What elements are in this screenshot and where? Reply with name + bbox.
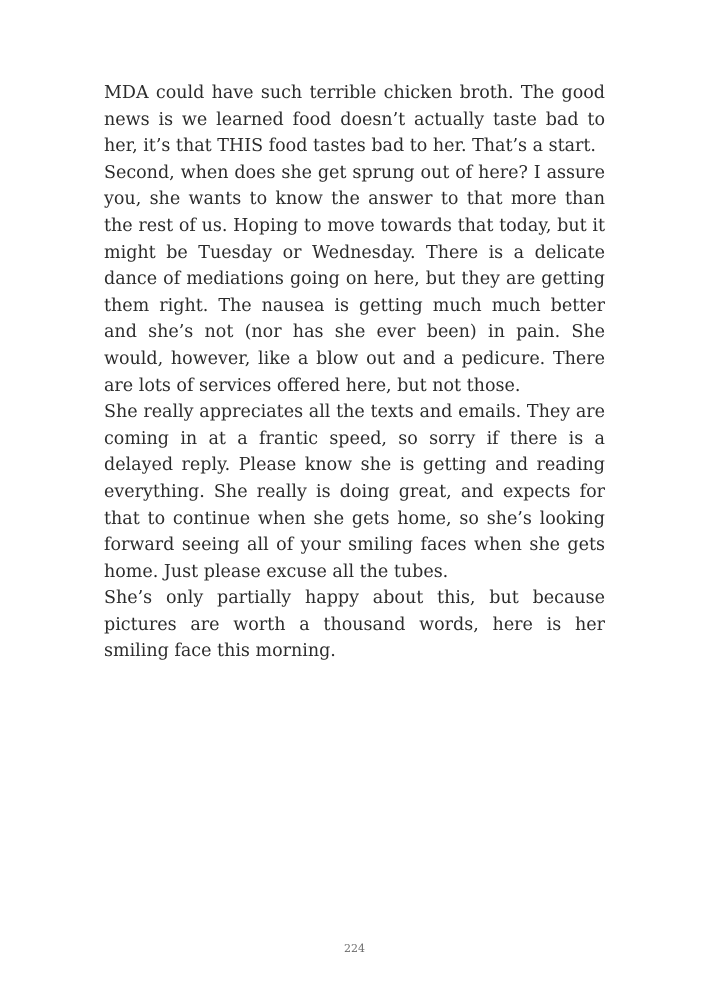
page-number: 224 xyxy=(344,942,365,955)
paragraph-3: She really appreciates all the texts and emails. They are coming in at a frantic speed, so sorry if there is a delayed reply. Please know she is getting and reading everything. She really is doing great, and expects for that to continue when she gets home, so she’s looking forward seeing all of your smiling faces when she gets home. Just please excuse all the tubes. xyxy=(104,402,605,582)
paragraph-4: She’s only partially happy about this, but because pictures are worth a thousand words, here is her smiling face this morning. xyxy=(104,588,605,662)
paragraph-1: MDA could have such terrible chicken broth. The good news is we learned food doesn’t actually taste bad to her, it’s that THIS food tastes bad to her. That’s a start. xyxy=(104,83,605,157)
paragraph-2: Second, when does she get sprung out of here? I assure you, she wants to know the answer to that more than the rest of us. Hoping to move towards that today, but it might be Tuesday or Wednesday. There is a delicate dance of mediations going on here, but they are getting them right. The nausea is getting much much better and she’s not (nor has she ever been) in pain. She would, however, like a blow out and a pedicure. There are lots of services offered here, but not those. xyxy=(104,162,605,396)
body-text xyxy=(104,80,605,665)
